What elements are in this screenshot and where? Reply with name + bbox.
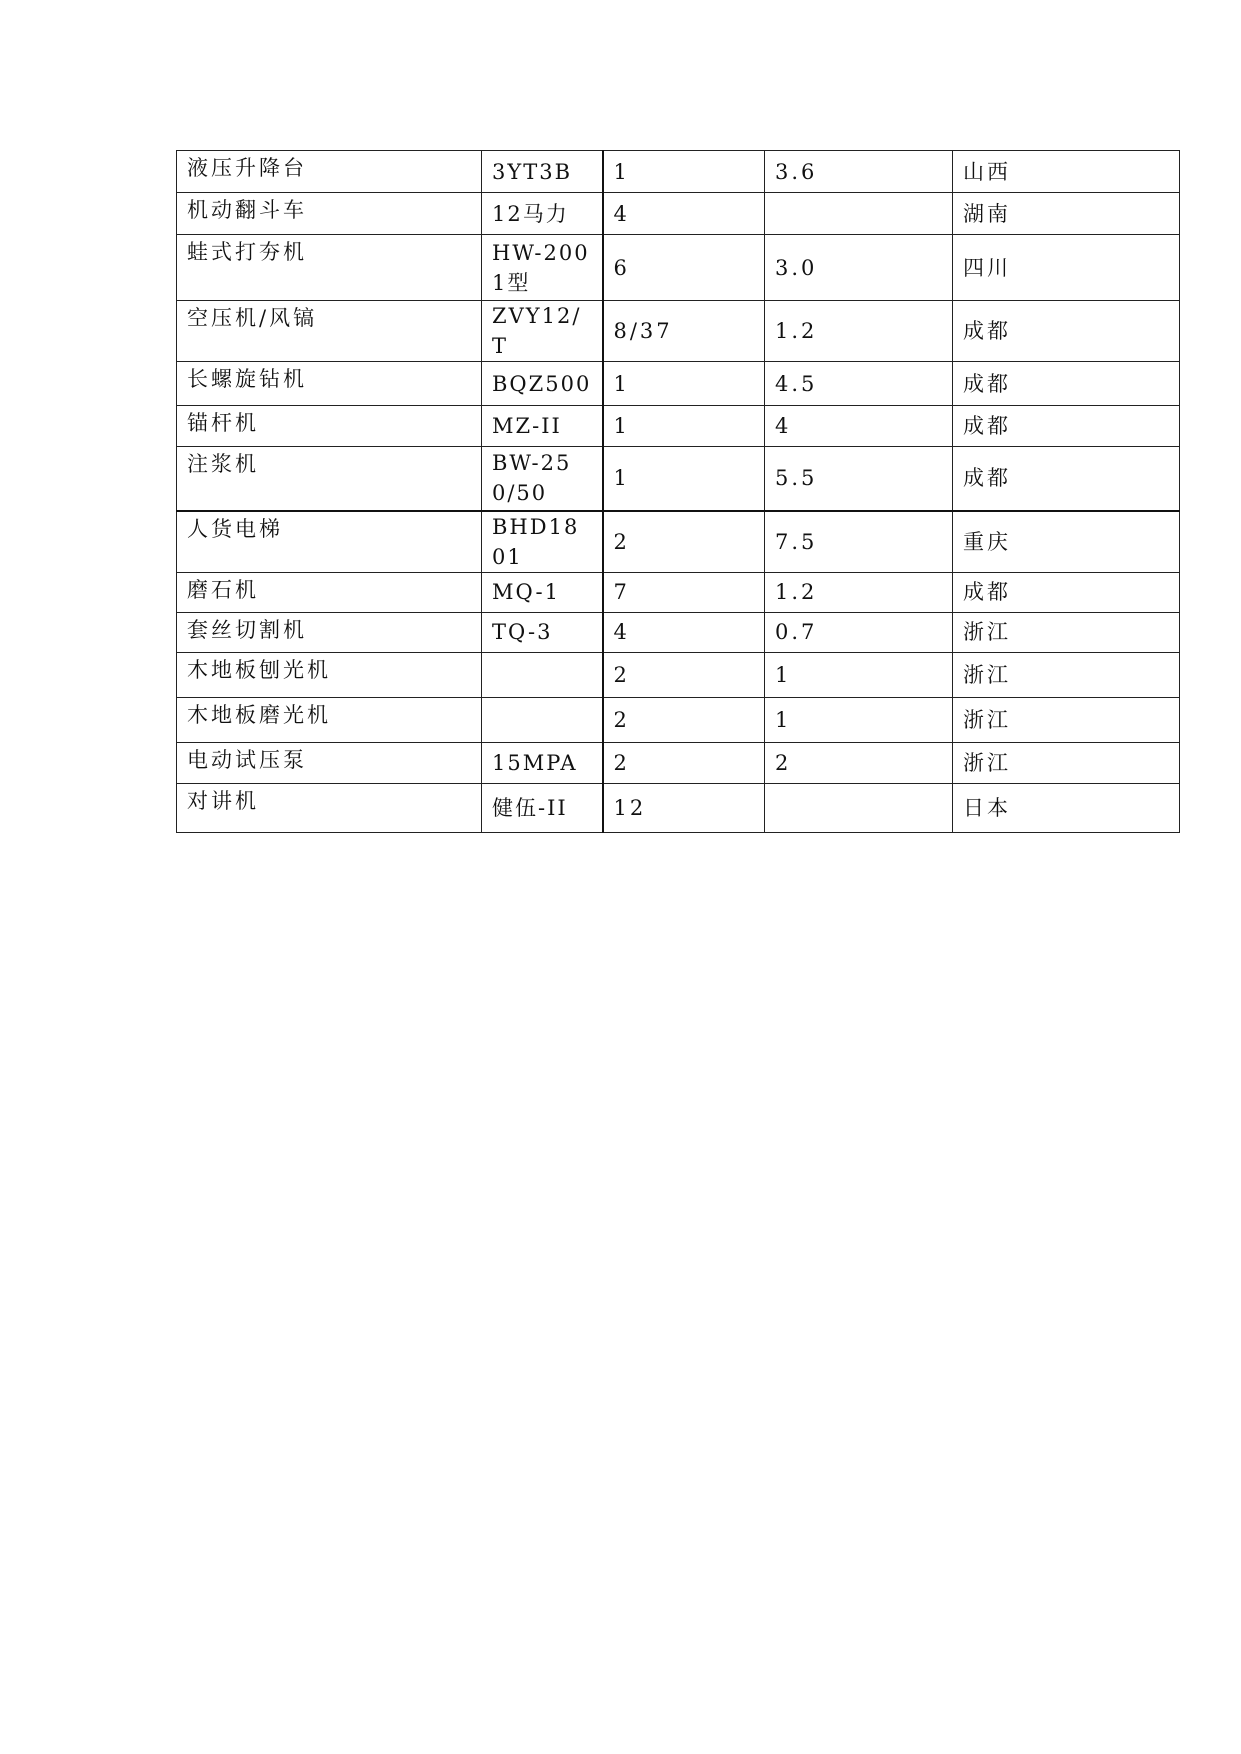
table-row xyxy=(177,572,1180,612)
equipment-origin: 湖南 xyxy=(953,193,1180,235)
equipment-power: 3.6 xyxy=(765,151,953,193)
equipment-quantity: 2 xyxy=(603,652,765,697)
equipment-name: 机动翻斗车 xyxy=(177,193,482,235)
table-row xyxy=(177,652,1180,697)
table-row xyxy=(177,612,1180,652)
equipment-table xyxy=(176,150,1180,833)
table-row xyxy=(177,511,1180,573)
equipment-quantity: 1 xyxy=(603,447,765,511)
equipment-name: 液压升降台 xyxy=(177,151,482,193)
equipment-model: MQ-1 xyxy=(482,572,603,612)
equipment-power: 7.5 xyxy=(765,511,953,573)
equipment-power: 1 xyxy=(765,652,953,697)
equipment-model: 3YT3B xyxy=(482,151,603,193)
equipment-quantity: 2 xyxy=(603,511,765,573)
equipment-power: 3.0 xyxy=(765,235,953,301)
equipment-name: 长螺旋钻机 xyxy=(177,362,482,406)
equipment-origin: 四川 xyxy=(953,235,1180,301)
equipment-quantity: 1 xyxy=(603,406,765,447)
equipment-quantity: 8/37 xyxy=(603,301,765,362)
equipment-model: 12马力 xyxy=(482,193,603,235)
equipment-name: 木地板刨光机 xyxy=(177,652,482,697)
table-row xyxy=(177,742,1180,783)
equipment-name: 木地板磨光机 xyxy=(177,697,482,742)
equipment-quantity: 1 xyxy=(603,362,765,406)
equipment-quantity: 2 xyxy=(603,742,765,783)
equipment-origin: 浙江 xyxy=(953,742,1180,783)
equipment-model: 15MPA xyxy=(482,742,603,783)
equipment-name: 套丝切割机 xyxy=(177,612,482,652)
table-row xyxy=(177,235,1180,301)
equipment-origin: 浙江 xyxy=(953,652,1180,697)
equipment-power: 0.7 xyxy=(765,612,953,652)
equipment-power: 4 xyxy=(765,406,953,447)
equipment-origin: 成都 xyxy=(953,301,1180,362)
equipment-model: BW-250/50 xyxy=(482,447,603,511)
equipment-name: 人货电梯 xyxy=(177,511,482,573)
equipment-model xyxy=(482,697,603,742)
table-row xyxy=(177,151,1180,193)
equipment-origin: 山西 xyxy=(953,151,1180,193)
equipment-quantity: 2 xyxy=(603,697,765,742)
equipment-model: 健伍-II xyxy=(482,783,603,832)
table-row xyxy=(177,193,1180,235)
equipment-power: 5.5 xyxy=(765,447,953,511)
table-row xyxy=(177,406,1180,447)
equipment-model xyxy=(482,652,603,697)
equipment-model: ZVY12/T xyxy=(482,301,603,362)
equipment-origin: 浙江 xyxy=(953,697,1180,742)
equipment-model: TQ-3 xyxy=(482,612,603,652)
table-row xyxy=(177,447,1180,511)
equipment-power: 1.2 xyxy=(765,301,953,362)
equipment-power: 1.2 xyxy=(765,572,953,612)
table-row xyxy=(177,783,1180,832)
equipment-origin: 日本 xyxy=(953,783,1180,832)
equipment-origin: 浙江 xyxy=(953,612,1180,652)
equipment-model: BHD1801 xyxy=(482,511,603,573)
equipment-name: 空压机/风镐 xyxy=(177,301,482,362)
equipment-power: 1 xyxy=(765,697,953,742)
equipment-name: 注浆机 xyxy=(177,447,482,511)
equipment-quantity: 4 xyxy=(603,193,765,235)
equipment-power: 2 xyxy=(765,742,953,783)
equipment-quantity: 1 xyxy=(603,151,765,193)
equipment-model: MZ-II xyxy=(482,406,603,447)
equipment-name: 对讲机 xyxy=(177,783,482,832)
equipment-name: 电动试压泵 xyxy=(177,742,482,783)
equipment-power xyxy=(765,783,953,832)
equipment-quantity: 7 xyxy=(603,572,765,612)
equipment-quantity: 6 xyxy=(603,235,765,301)
equipment-quantity: 4 xyxy=(603,612,765,652)
equipment-origin: 成都 xyxy=(953,406,1180,447)
equipment-quantity: 12 xyxy=(603,783,765,832)
equipment-model: BQZ500 xyxy=(482,362,603,406)
table-row xyxy=(177,301,1180,362)
table-row xyxy=(177,697,1180,742)
equipment-origin: 重庆 xyxy=(953,511,1180,573)
equipment-name: 锚杆机 xyxy=(177,406,482,447)
equipment-name: 蛙式打夯机 xyxy=(177,235,482,301)
equipment-origin: 成都 xyxy=(953,362,1180,406)
equipment-power xyxy=(765,193,953,235)
equipment-name: 磨石机 xyxy=(177,572,482,612)
equipment-power: 4.5 xyxy=(765,362,953,406)
equipment-model: HW-2001型 xyxy=(482,235,603,301)
equipment-origin: 成都 xyxy=(953,572,1180,612)
table-row xyxy=(177,362,1180,406)
equipment-origin: 成都 xyxy=(953,447,1180,511)
